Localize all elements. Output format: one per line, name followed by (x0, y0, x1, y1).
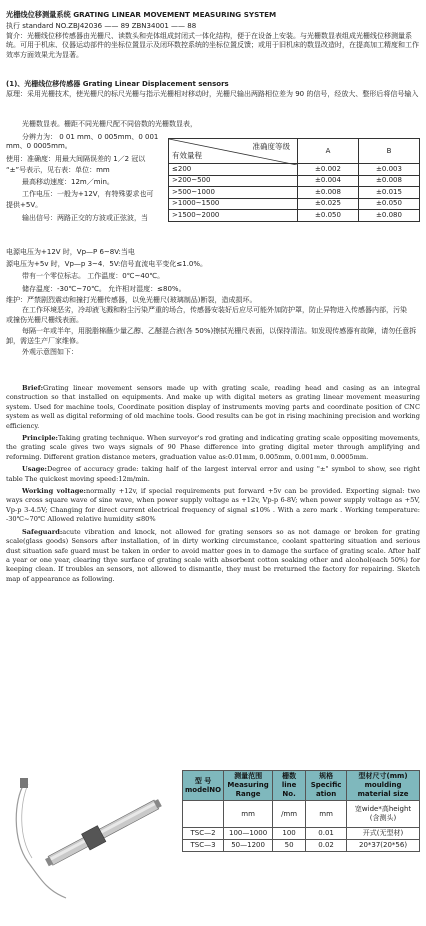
principle-paragraph (6, 434, 420, 462)
scale-body (43, 795, 164, 871)
principle-text-en: Taking grating technique. When surveyor's rod grating and indicating grating scale oppositing movements, the grating scale gives two ways signals of 90 Phase difference into grating digital meter through amplifying and reforming. Different gration distance meters, graduation value as:0.01mm, 0.005mm, 0.001mm, 0.0005mm. (6, 434, 420, 461)
standard-line: 执行 standard NO.ZBJ42036 —— 89 ZBN34001 —— 88 (6, 22, 197, 30)
working-voltage-paragraph (6, 487, 420, 525)
connector-shape (20, 778, 28, 788)
table-row (183, 840, 420, 852)
header-model-text: 型 号 modelNO (185, 776, 222, 794)
principle-label: Principle: (22, 434, 58, 443)
zero-text: 带有一个零位标志。 工作温度：0℃~40℃。 (22, 272, 165, 281)
size-cell: 开式(无型材) (347, 828, 420, 840)
section1-bottom (6, 248, 420, 358)
signal-text-2: 电源电压为+12V 时，Vp—P 6~8V:当电 (6, 248, 135, 256)
a-cell: ±0.004 (298, 175, 359, 187)
unit-cell (183, 801, 224, 828)
b-cell: ±0.080 (359, 210, 420, 222)
table-row (169, 187, 420, 199)
voltage-text-1: 工作电压：一般为+12V，有特殊要求也可 (22, 189, 154, 198)
maintenance-text-4: 每隔一年或半年，用脱脂棉蘸少量乙醇、乙醚混合液(各 50%)擦拭光栅尺表面，以保持清洁。如发现传感器有故障，请勿任意拆卸，需送生产厂家维修。 (6, 327, 417, 345)
range-cell: 50—1200 (224, 840, 273, 852)
accuracy-header-row (169, 139, 420, 164)
maintenance-text-2: 在工作环境恶劣，冷却液飞溅和粉尘污染严重的场合，传感器安装好后应尽可能外加防护罩，防止异物进入传感器内部，污染 (22, 305, 407, 314)
resolution-text: 分辨力为： 0 01 mm、0 005mm、0 001 mm、0 0005mm。 (6, 132, 159, 151)
table-row (169, 198, 420, 210)
lines-cell: 50 (273, 840, 306, 852)
b-cell: ±0.050 (359, 198, 420, 210)
page-title: 光栅线位移测量系统 GRATING LINEAR MOVEMENT MEASURING SYSTEM (6, 10, 277, 19)
usage-text-en: Degree of accuracy grade: taking half of the largest interval error and using "±" symbol to show, see right table The quickest moving speed:12m/min. (6, 465, 420, 483)
unit-cell: mm (224, 801, 273, 828)
appearance-text: 外观示意图如下： (22, 348, 78, 357)
unit-cell: /mm (273, 801, 306, 828)
b-cell: ±0.008 (359, 175, 420, 187)
model-header-row (183, 771, 420, 801)
column-b-header: B (359, 139, 420, 164)
principle-text: 原理：采用光栅技术，使光栅尺的标尺光栅与指示光栅相对移动时，光栅尺输出两路相位差为 90 的信号，经放大、整形后将信号输入 (6, 89, 419, 98)
corner-top-label: 准确度等级 (252, 142, 290, 151)
accuracy-table (168, 138, 420, 222)
unit-size-text: 宽wide*高height (含测头) (354, 805, 412, 822)
section1-heading: (1)、光栅线位移传感器 Grating Linear Displacement sensors (6, 80, 229, 88)
a-cell: ±0.002 (298, 164, 359, 176)
spec-cell: 0.02 (306, 840, 347, 852)
a-cell: ±0.050 (298, 210, 359, 222)
range-cell: >500~1000 (169, 187, 298, 199)
b-cell: ±0.003 (359, 164, 420, 176)
a-cell: ±0.025 (298, 198, 359, 210)
range-cell: 100—1000 (224, 828, 273, 840)
working-voltage-label: Working voltage: (22, 487, 86, 496)
model-cell: TSC—2 (183, 828, 224, 840)
speed-text: 最高移动速度：12m／min。 (22, 177, 114, 186)
scale-highlight (49, 802, 156, 861)
header-lines-text: 栅数 line No. (281, 772, 297, 798)
corner-bottom-label: 有效量程 (172, 151, 202, 160)
brief-text: Grating linear movement sensors made up with grating scale, reading head and casing as an integral construction so that installed on equipments. And make up with digital meters as grating linear movement measuring system. Used for machine tools, Coordinate position display of instruments moving parts and coordinate position of CNC system as well as digital reforming of old machine tools. Good results can be got in rising machining precision and working efficiency. (6, 384, 420, 430)
accuracy-corner-cell (169, 139, 298, 164)
range-cell: >1500~2000 (169, 210, 298, 222)
principle-text-2: 光栅数显表。栅距不同光栅尺配不同倍数的光栅数显表， (22, 120, 197, 128)
maintenance-text-1: 维护：严禁剧烈震动和撞打光栅传感器，以免光栅尺(玻璃制品)断裂，造成损坏。 (6, 296, 257, 305)
model-table (182, 770, 420, 852)
storage-text: 储存温度：-30℃~70℃。 允许相对湿度：≤80%。 (22, 284, 186, 293)
safeguard-paragraph (6, 528, 420, 584)
header-spec-text: 规格 Specific ation (310, 772, 342, 798)
usage-text-1: 使用：准确度：用最大间隔误差的 1／2 冠以 (6, 154, 146, 163)
b-cell: ±0.015 (359, 187, 420, 199)
range-cell: >1000~1500 (169, 198, 298, 210)
signal-text-3: 源电压为+5v 时，Vp—p 3~4．5V:信号直流电平变化≤1.0%。 (6, 259, 208, 268)
range-cell: ≤200 (169, 164, 298, 176)
header-spec (306, 771, 347, 801)
spec-cell: 0.01 (306, 828, 347, 840)
sensor-illustration (6, 770, 176, 920)
signal-text-1: 输出信号：两路正交的方波或正弦波，当 (22, 213, 148, 222)
usage-paragraph (6, 465, 420, 484)
table-row (169, 210, 420, 222)
header-lines (273, 771, 306, 801)
header-range-text: 测量范围 Measuring Range (227, 772, 269, 798)
table-row (169, 164, 420, 176)
unit-cell (347, 801, 420, 828)
usage-text-2: “±”号表示，见右表：单位：mm (6, 166, 110, 175)
safeguard-label: Safeguard: (22, 527, 63, 536)
units-row (183, 801, 420, 828)
lines-cell: 100 (273, 828, 306, 840)
range-cell: >200~500 (169, 175, 298, 187)
cable-line (16, 784, 66, 898)
safeguard-text: acute vibration and knock, not allowed for grating sensors so as not damage or broken for grating scale(glass goods) Sensors after installation, of in dirty working circumstance, coolant spattering situation and serious dust situation safe guard must be taken in order to avoid matter goes in to damage the surface of grating scale. After half a year or one year, clearing thye surface of grating scale with absorbent cotton soaking other and alcohol(each 50%) for keeping clean. If troubles an sensors, not allowed to dismantle, they must be rreturned the factory for repairing. Sketch map of appearance as following. (6, 527, 420, 583)
cable-line-2 (22, 784, 32, 858)
voltage-text-2: 提供+5V。 (6, 201, 43, 210)
a-cell: ±0.008 (298, 187, 359, 199)
table-row (169, 175, 420, 187)
section1-top (6, 80, 420, 99)
usage-label: Usage: (22, 465, 47, 474)
brief-paragraph (6, 384, 420, 431)
model-cell: TSC—3 (183, 840, 224, 852)
header-size (347, 771, 420, 801)
size-cell: 20*37(20*56) (347, 840, 420, 852)
working-voltage-text: normally +12v, if special requirements put forward +5v can be provided. Exporting signal: two ways cross square wave of sine wave, when power supply voltage as +12v, Vp-p 6-8V; when power supply voltage as +5V, Vp-p 3-4.5V; Changing for direct current electrical frequency of signal ≤10% . With a zero mark . Working temperature: -30℃~70℃ Allowed relative humidity ≤80% (6, 487, 420, 524)
header-section (6, 10, 420, 60)
table-row (183, 828, 420, 840)
header-size-text: 型材尺寸(mm) moulding material size (357, 772, 409, 798)
header-range (224, 771, 273, 801)
unit-cell: mm (306, 801, 347, 828)
maintenance-text-3: 或撞伤光栅尺栅线表面。 (6, 315, 83, 324)
brief-label: Brief: (22, 384, 44, 392)
english-section (6, 384, 420, 584)
header-model (183, 771, 224, 801)
column-a-header: A (298, 139, 359, 164)
intro-paragraph: 简介：光栅线位移传感器由光栅尺、读数头和壳体组成封闭式一体化结构，便于在设备上安装。与光栅数显表组成光栅线位移测量系统。可用于机床、仪器运动部件的坐标位置显示及闭环数控系统的坐标位置反馈；或用于旧机床的数显改造时，在提高加工精度和工作效率方面效果尤为显著。 (6, 31, 419, 59)
